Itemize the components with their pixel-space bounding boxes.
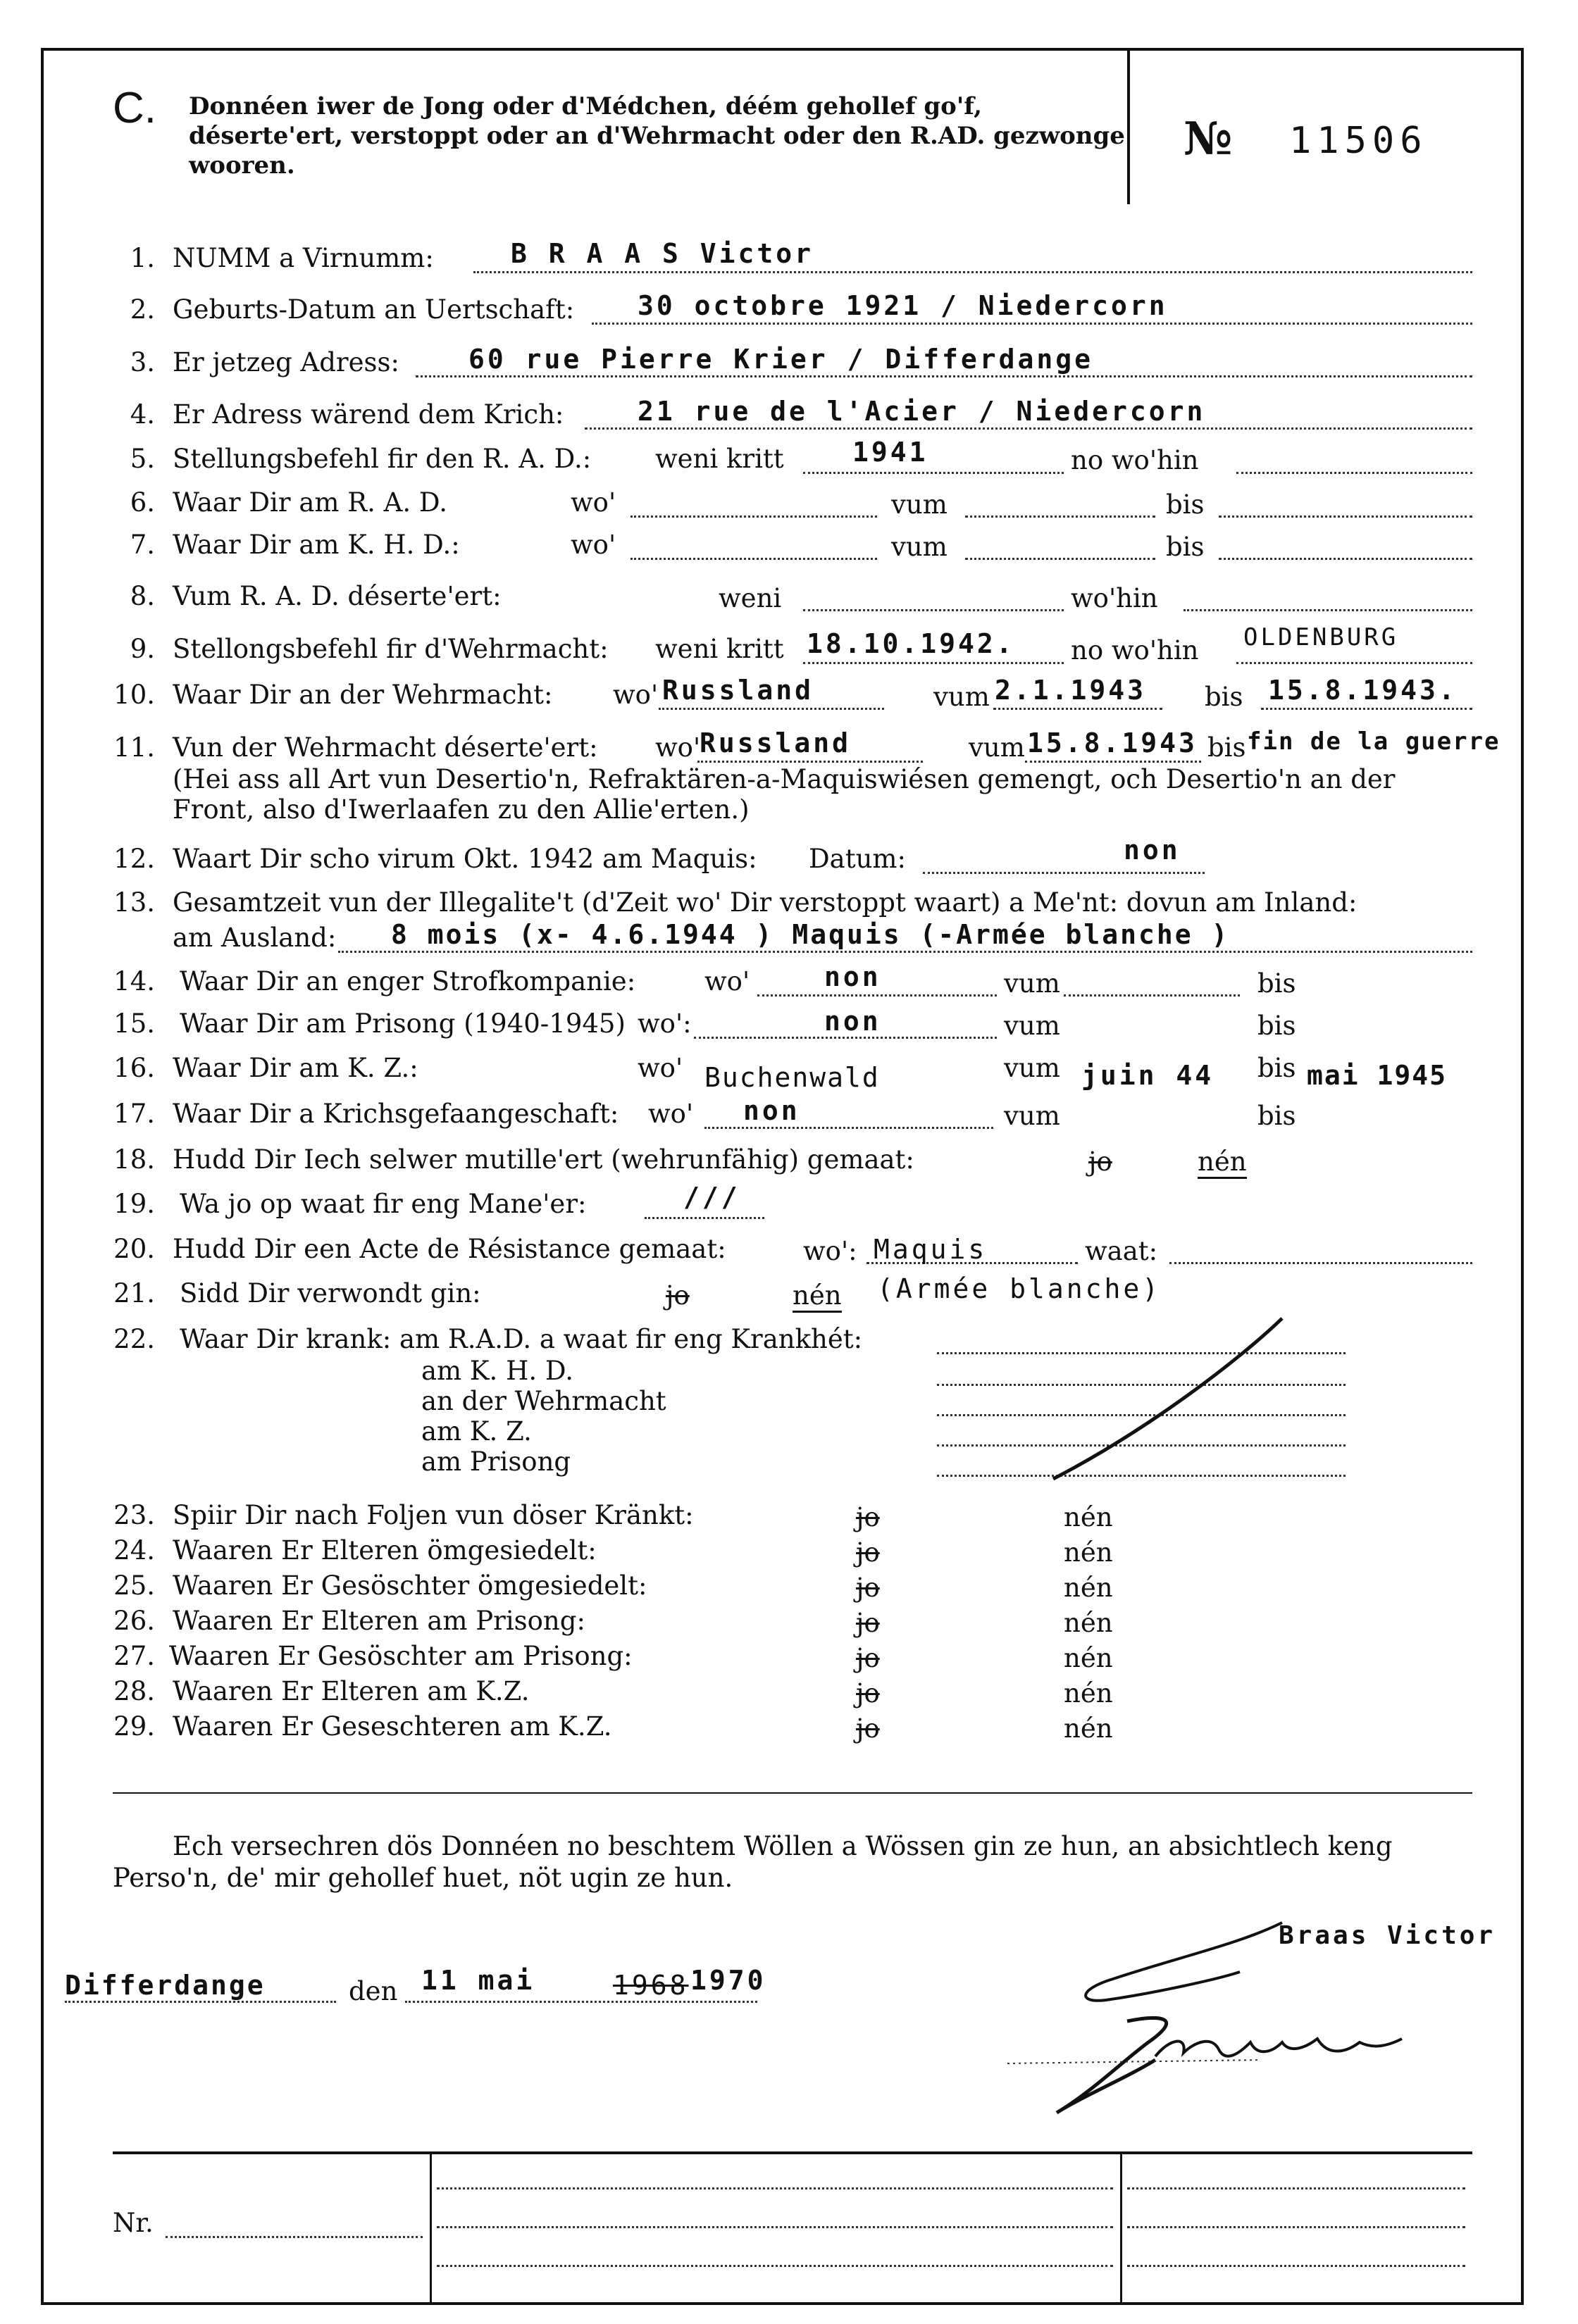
date-prefix: den (349, 1976, 398, 2006)
field-value-wounded-note: (Armée blanche) (877, 1273, 1162, 1304)
table-dotline (1127, 2162, 1465, 2189)
field-note: (Hei ass all Art vun Desertio'n, Refraktären-a-Maquiswiésen gemengt, och Desertio'n an der (173, 764, 1396, 794)
answer-yes-struck: jo (856, 1643, 880, 1673)
header-title: Donnéen iwer de Jong oder d'Médchen, déém gehollef go'f, déserte'ert, verstoppt oder an d'Wehrmacht oder den R.AD. gezwonge wooren. (189, 92, 1125, 180)
table-dotline (437, 2239, 1113, 2267)
field-label: Waaren Er Geseschteren am K.Z. (173, 1711, 612, 1742)
field-dotline (1064, 966, 1240, 997)
field-sublabel: wo' (655, 732, 701, 763)
field-label: Waar Dir am K. Z.: (173, 1053, 418, 1083)
field-dotline (630, 487, 877, 518)
illness-sublabel: am K. Z. (421, 1416, 532, 1447)
field-sublabel: vum (891, 532, 948, 562)
answer-yes-struck: jo (856, 1678, 880, 1708)
field-label: Vum R. A. D. déserte'ert: (173, 581, 502, 611)
field-value-prison: non (824, 1006, 881, 1037)
field-sublabel: wo'hin (1071, 583, 1158, 613)
field-dotline (166, 2208, 423, 2238)
field-label: Geburts-Datum an Uertschaft: (173, 294, 575, 325)
table-divider (1120, 2151, 1122, 2302)
office-nr-label: Nr. (113, 2208, 154, 2238)
field-sublabel: no wo'hin (1071, 635, 1199, 666)
item-number: 5. (130, 444, 155, 474)
answer-yes-struck: jo (856, 1608, 880, 1638)
field-dotline (965, 487, 1155, 518)
field-sublabel: bis (1207, 732, 1246, 763)
field-sublabel: no wo'hin (1071, 445, 1199, 475)
field-value-camp: Buchenwald (704, 1062, 880, 1093)
field-value-pow: non (743, 1095, 800, 1126)
field-sublabel: Datum: (809, 844, 906, 874)
field-label: Waaren Er Gesöschter am Prisong: (169, 1641, 633, 1671)
number-symbol: № (1184, 113, 1233, 165)
field-label: Hudd Dir een Acte de Résistance gemaat: (173, 1234, 726, 1264)
form-number: 11506 (1289, 120, 1428, 162)
field-sublabel: bis (1166, 532, 1205, 562)
answer-no: nén (1064, 1608, 1113, 1638)
signature-date: 11 mai (421, 1965, 535, 1996)
answer-no: nén (1064, 1643, 1113, 1673)
field-label: Gesamtzeit vun der Illegalite't (d'Zeit wo' Dir verstoppt waart) a Me'nt: dovun am Inland: (173, 887, 1358, 918)
field-label: Waar Dir an enger Strofkompanie: (180, 966, 636, 997)
item-number: 2. (130, 294, 155, 325)
item-number: 8. (130, 581, 155, 611)
field-label: Waar Dir krank: am R.A.D. a waat fir eng Krankhét: (180, 1324, 863, 1354)
field-value-camp-from: juin 44 (1081, 1060, 1214, 1091)
field-label: Waaren Er Gesöschter ömgesiedelt: (173, 1570, 647, 1601)
item-number: 3. (130, 347, 155, 377)
item-number: 24. (113, 1535, 155, 1566)
field-sublabel: wo' (648, 1099, 694, 1129)
field-sublabel: weni kritt (655, 444, 784, 474)
answer-no: nén (1198, 1147, 1247, 1179)
item-number: 19. (113, 1189, 155, 1219)
answer-yes-struck: jo (856, 1537, 880, 1568)
field-value-desertion-to: fin de la guerre (1247, 727, 1501, 756)
field-sublabel: weni (719, 583, 782, 613)
field-value-camp-to: mai 1945 (1307, 1060, 1448, 1091)
item-number: 7. (130, 530, 155, 560)
field-label: Sidd Dir verwondt gin: (180, 1278, 481, 1308)
item-number: 23. (113, 1500, 155, 1530)
item-number: 10. (113, 680, 155, 710)
answer-no: nén (1064, 1502, 1113, 1532)
separator-line (113, 1792, 1472, 1794)
field-value-birth: 30 octobre 1921 / Niedercorn (638, 290, 1168, 321)
table-top-line (113, 2151, 1472, 2154)
item-number: 13. (113, 887, 155, 918)
table-dotline (1127, 2201, 1465, 2228)
field-sublabel: wo': (638, 1008, 692, 1039)
item-number: 6. (130, 487, 155, 518)
field-sublabel: wo' (613, 680, 659, 710)
item-number: 18. (113, 1144, 155, 1175)
field-sublabel: bis (1257, 1053, 1296, 1083)
field-label: Er jetzeg Adress: (173, 347, 399, 377)
field-label: Spiir Dir nach Foljen vun döser Kränkt: (173, 1500, 694, 1530)
field-sublabel: wo' (704, 966, 750, 997)
item-number: 25. (113, 1570, 155, 1601)
field-value-penal-company: non (824, 961, 881, 992)
field-label: am Ausland: (173, 923, 337, 953)
field-sublabel: vum (933, 682, 990, 712)
answer-yes-struck: jo (856, 1573, 880, 1603)
field-sublabel: wo' (638, 1053, 683, 1083)
item-number: 15. (113, 1008, 155, 1039)
field-value-rad-order: 1941 (852, 437, 928, 468)
field-value-manner: /// (683, 1182, 740, 1213)
item-number: 20. (113, 1234, 155, 1264)
strike-through-line (1043, 1310, 1296, 1486)
field-label: Waart Dir scho virum Okt. 1942 am Maquis: (173, 844, 757, 874)
item-number: 4. (130, 399, 155, 430)
field-sublabel: bis (1257, 1011, 1296, 1041)
field-sublabel: wo': (803, 1236, 857, 1266)
section-letter: C. (113, 84, 156, 132)
field-value-resistance: Maquis (874, 1234, 988, 1265)
item-number: 26. (113, 1606, 155, 1636)
field-label: Waaren Er Elteren ömgesiedelt: (173, 1535, 597, 1566)
table-divider (430, 2151, 432, 2302)
field-value-name: B R A A S Victor (511, 238, 814, 269)
item-number: 1. (130, 243, 155, 273)
field-label: Waar Dir am Prisong (1940-1945) (180, 1008, 626, 1039)
signature-place: Differdange (65, 1970, 266, 2001)
declaration-line: Ech versechren dös Donnéen no beschtem Wöllen a Wössen gin ze hun, an absichtlech keng (173, 1831, 1393, 1861)
field-dotline (1169, 1234, 1472, 1264)
field-value-desertion-from: 15.8.1943 (1027, 727, 1198, 758)
field-label: Wa jo op waat fir eng Mane'er: (180, 1189, 587, 1219)
field-value-war-address: 21 rue de l'Acier / Niedercorn (638, 396, 1206, 427)
answer-no: nén (1064, 1537, 1113, 1568)
signature-year: 1970 (690, 1965, 766, 1996)
field-label: Waaren Er Elteren am K.Z. (173, 1676, 530, 1706)
field-value-abroad: 8 mois (x- 4.6.1944 ) Maquis (-Armée blanche ) (391, 919, 1230, 950)
item-number: 16. (113, 1053, 155, 1083)
field-label: Waar Dir am R. A. D. (173, 487, 447, 518)
field-sublabel: bis (1257, 968, 1296, 999)
field-sublabel: bis (1166, 489, 1205, 520)
field-value-wehrmacht-place: Russland (662, 675, 814, 706)
illness-sublabel: am K. H. D. (421, 1356, 573, 1386)
field-dotline (1236, 444, 1472, 474)
field-sublabel: wo' (571, 487, 616, 518)
table-dotline (437, 2201, 1113, 2228)
field-sublabel: waat: (1085, 1236, 1158, 1266)
field-sublabel: vum (1004, 1011, 1060, 1041)
field-dotline (803, 581, 1064, 611)
field-value-destination: OLDENBURG (1243, 623, 1399, 651)
item-number: 12. (113, 844, 155, 874)
field-label: Er Adress wärend dem Krich: (173, 399, 564, 430)
table-dotline (1127, 2239, 1465, 2267)
field-label: Waaren Er Elteren am Prisong: (173, 1606, 585, 1636)
field-label: Waar Dir am K. H. D.: (173, 530, 460, 560)
field-dotline (1219, 487, 1472, 518)
item-number: 22. (113, 1324, 155, 1354)
illness-sublabel: an der Wehrmacht (421, 1386, 666, 1416)
item-number: 21. (113, 1278, 155, 1308)
field-label: Waar Dir a Krichsgefaangeschaft: (173, 1099, 619, 1129)
field-note: Front, also d'Iwerlaafen zu den Allie'erten.) (173, 794, 750, 825)
illness-sublabel: am Prisong (421, 1447, 571, 1477)
table-dotline (437, 2162, 1113, 2189)
answer-no: nén (1064, 1713, 1113, 1744)
answer-yes-struck: jo (856, 1502, 880, 1532)
field-dotline (65, 1970, 336, 2003)
year-struck: 1968 (613, 1970, 689, 2001)
field-label: Hudd Dir Iech selwer mutille'ert (wehrunfähig) gemaat: (173, 1144, 914, 1175)
answer-yes-struck: jo (856, 1713, 880, 1744)
answer-yes-struck: jo (1088, 1147, 1112, 1177)
field-label: Stellongsbefehl fir d'Wehrmacht: (173, 634, 609, 664)
field-label: Waar Dir an der Wehrmacht: (173, 680, 553, 710)
field-sublabel: vum (1004, 1053, 1060, 1083)
field-value-maquis-date: non (1124, 835, 1181, 866)
field-sublabel: weni kritt (655, 634, 784, 664)
answer-no: nén (1064, 1678, 1113, 1708)
item-number: 28. (113, 1676, 155, 1706)
field-sublabel: vum (969, 732, 1025, 763)
field-value-wehrmacht-from: 2.1.1943 (995, 675, 1147, 706)
item-number: 9. (130, 634, 155, 664)
field-dotline (1184, 581, 1472, 611)
item-number: 27. (113, 1641, 155, 1671)
signer-name: Braas Victor (1279, 1921, 1496, 1950)
answer-no: nén (1064, 1573, 1113, 1603)
answer-no: nén (793, 1280, 842, 1313)
field-dotline (965, 530, 1155, 560)
field-label: NUMM a Virnumm: (173, 243, 434, 273)
field-sublabel: bis (1257, 1101, 1296, 1131)
field-value-address: 60 rue Pierre Krier / Differdange (468, 344, 1093, 375)
field-value-desertion-place: Russland (700, 727, 852, 758)
field-value-wehrmacht-order: 18.10.1942. (807, 628, 1015, 659)
field-sublabel: vum (891, 489, 948, 520)
declaration-line: Perso'n, de' mir gehollef huet, nöt ugin ze hun. (113, 1863, 733, 1893)
field-dotline (803, 444, 1064, 474)
field-sublabel: vum (1004, 1101, 1060, 1131)
handwritten-signature (1007, 1916, 1430, 2127)
field-dotline (1219, 530, 1472, 560)
header-divider (1127, 51, 1130, 204)
field-dotline (630, 530, 877, 560)
answer-yes-struck: jo (666, 1280, 690, 1311)
item-number: 17. (113, 1099, 155, 1129)
item-number: 29. (113, 1711, 155, 1742)
field-sublabel: bis (1205, 682, 1243, 712)
field-label: Stellungsbefehl fir den R. A. D.: (173, 444, 592, 474)
field-sublabel: vum (1004, 968, 1060, 999)
field-label: Vun der Wehrmacht déserte'ert: (173, 732, 598, 763)
item-number: 11. (113, 732, 155, 763)
field-sublabel: wo' (571, 530, 616, 560)
item-number: 14. (113, 966, 155, 997)
field-value-wehrmacht-to: 15.8.1943. (1268, 675, 1458, 706)
